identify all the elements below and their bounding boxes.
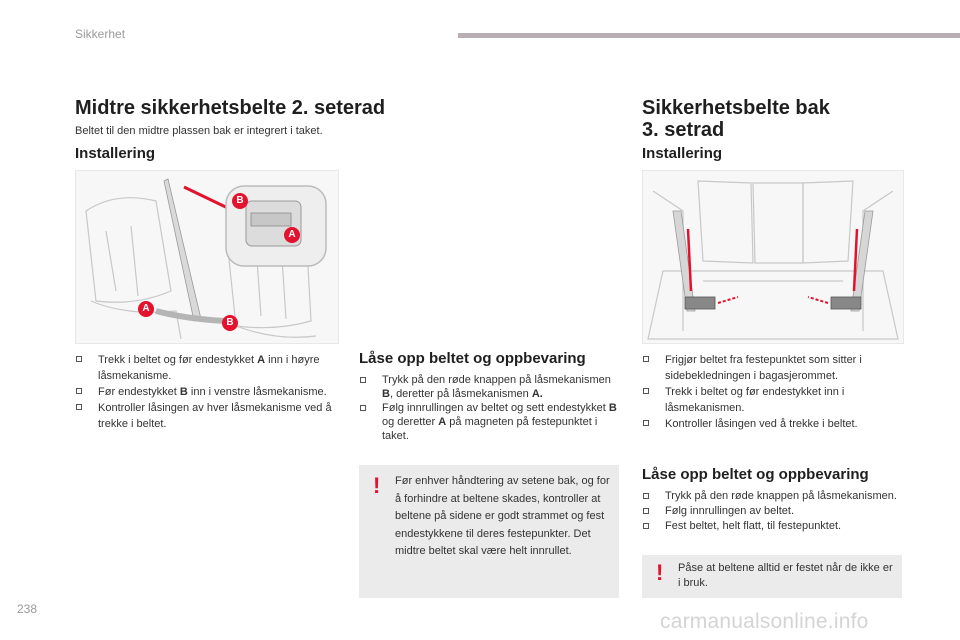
install-steps-left [75,352,337,432]
page-number: 238 [17,602,38,616]
marker-b-seat: B [222,315,238,331]
install-heading-right: Installering [642,145,723,162]
checkbox-icon [643,356,649,362]
list-item: Kontroller låsingen ved å trekke i beltet. [642,416,902,432]
warning-box-middle [359,465,619,598]
page-title-left: Midtre sikkerhetsbelte 2. seterad [75,97,386,119]
seat-belt-illustration-left [75,170,339,344]
unlock-steps-middle [359,373,619,443]
section-label: Sikkerhet [75,27,126,41]
marker-a-detail: A [284,227,300,243]
title-right-line2: 3. setrad [642,119,725,141]
list-item: Trekk i beltet og før endestykket inn i låsmekanismen. [642,384,902,416]
checkbox-icon [643,493,649,499]
checkbox-icon [76,388,82,394]
checkbox-icon [360,405,366,411]
list-item: Kontroller låsingen av hver låsmekanisme ved å trekke i beltet. [75,400,337,432]
checkbox-icon [643,388,649,394]
checkbox-icon [76,356,82,362]
warning-text-right: Påse at beltene alltid er festet når de ikke er i bruk. [678,562,893,589]
marker-b-detail: B [232,193,248,209]
page-title-right [642,97,882,141]
unlock-heading-middle: Låse opp beltet og oppbevaring [359,350,586,367]
warning-icon: ! [373,473,381,498]
list-item: Fest beltet, helt flatt, til festepunktet. [642,519,902,533]
list-item: Trykk på den røde knappen på låsmekanismen. [642,489,902,503]
checkbox-icon [360,377,366,383]
unlock-steps-right [642,489,902,534]
title-right-line1: Sikkerhetsbelte bak [642,97,830,119]
seat-diagram-left [76,171,338,343]
marker-a-seat: A [138,301,154,317]
trunk-diagram-right [643,171,903,343]
seat-belt-illustration-right [642,170,904,344]
install-heading-left: Installering [75,145,156,162]
warning-icon: ! [656,560,664,585]
list-item: Frigjør beltet fra festepunktet som sitter i sidebekledningen i bagasjerommet. [642,352,902,384]
header-bar [458,33,960,38]
checkbox-icon [76,404,82,410]
subtitle-left: Beltet til den midtre plassen bak er integrert i taket. [75,125,323,137]
install-steps-right [642,352,902,432]
list-item: Følg innrullingen av beltet. [642,504,902,518]
warning-box-right [642,555,902,598]
checkbox-icon [643,420,649,426]
warning-text-middle: Før enhver håndtering av setene bak, og for å forhindre at beltene skades, kontroller at beltene på sidene er godt strammet og fest endestykkene til deres festepunkter. Det midtre beltet skal være helt innrullet. [395,475,610,557]
list-item: Trekk i beltet og før endestykket A inn i høyre låsmekanisme. [75,352,337,384]
unlock-heading-right: Låse opp beltet og oppbevaring [642,466,869,483]
list-item: Trykk på den røde knappen på låsmekanismen B, deretter på låsmekanismen A. [359,373,619,401]
checkbox-icon [643,523,649,529]
watermark: carmanualsonline.info [660,610,869,633]
list-item: Følg innrullingen av beltet og sett endestykket B og deretter A på magneten på festepunktet i taket. [359,401,619,443]
checkbox-icon [643,508,649,514]
list-item: Før endestykket B inn i venstre låsmekanisme. [75,384,337,400]
